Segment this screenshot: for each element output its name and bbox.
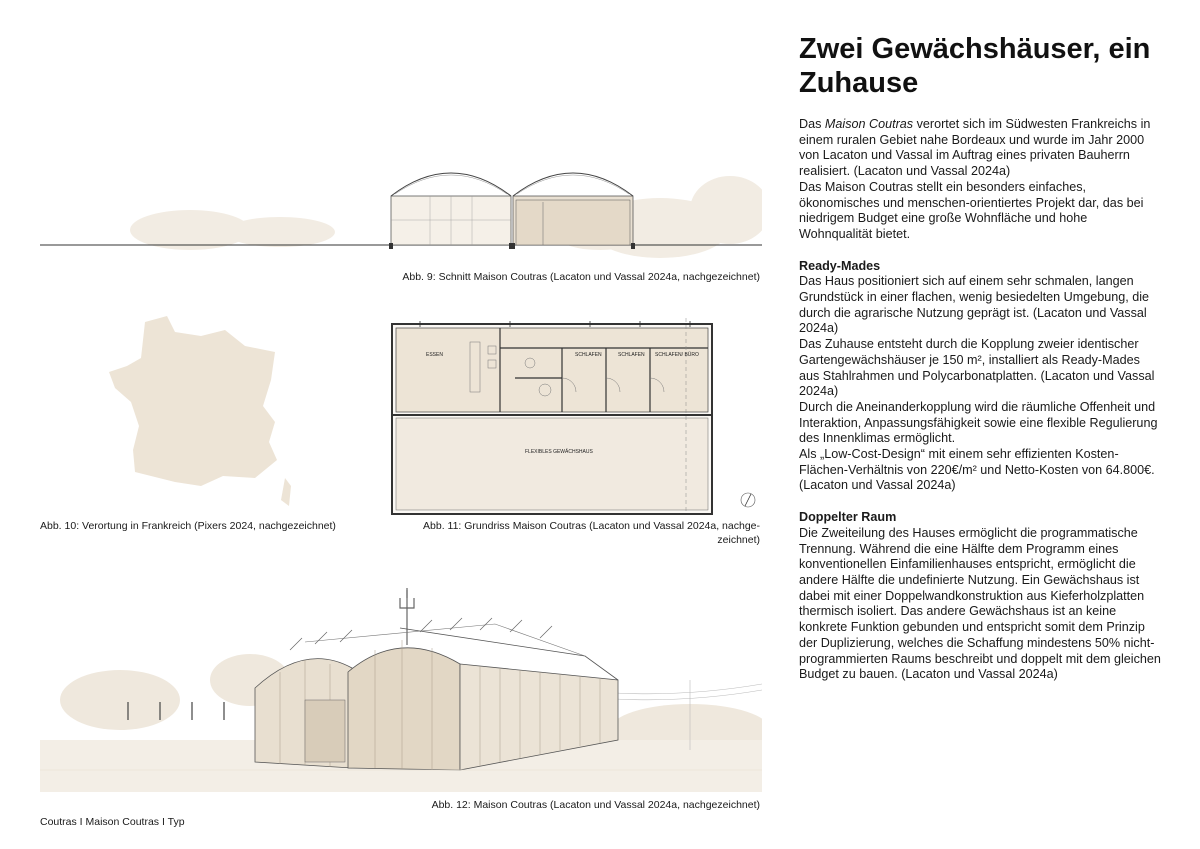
plan-label-schlafen-1: SCHLAFEN (575, 352, 602, 358)
plan-label-schlafen-2: SCHLAFEN (618, 352, 645, 358)
figure-12-caption: Abb. 12: Maison Coutras (Lacaton und Vassal 2024a, nachgezeichnet) (431, 799, 760, 811)
intro-paragraph: Das Maison Coutras verortet sich im Südwesten Frankreichs in einem ruralen Gebiet nahe Bordeaux und wurde im Jahr 2000 von Lacaton und Vassal im Auftrag eines privaten Bauherrn realisiert. (Lacaton und Vassal 2024a) (799, 117, 1151, 179)
floor-plan (390, 318, 762, 518)
figure-10-caption: Abb. 10: Verortung in Frankreich (Pixers 2024, nachgezeichnet) (40, 520, 336, 532)
page-title: Zwei Gewächshäuser, ein Zuhause (799, 33, 1151, 99)
figure-9-caption: Abb. 9: Schnitt Maison Coutras (Lacaton und Vassal 2024a, nachgezeichnet) (402, 271, 760, 283)
section-drawing (40, 150, 762, 260)
france-map (105, 310, 305, 510)
plan-label-schlafen-buero: SCHLAFEN/ BÜRO (655, 352, 699, 358)
north-arrow-icon (741, 493, 755, 507)
figure-11-caption: Abb. 11: Grundriss Maison Coutras (Lacaton und Vassal 2024a, nachge- zeichnet) (423, 520, 760, 546)
page-footer: Coutras I Maison Coutras I Typ (40, 816, 185, 828)
ready-mades-paragraph-1: Das Haus positioniert sich auf einem sehr schmalen, langen Grundstück in einer flachen, wenig besiedelten Umgebung, die durch die agrarische Nutzung geprägt ist. (Lacaton und Vassal 2024a) (799, 274, 1150, 336)
ready-mades-paragraph-4: Als „Low-Cost-Design“ mit einem sehr effizienten Kosten-Flächen-Verhältnis von 220€/m² und Netto-Kosten von 64.800€. (Lacaton und Vassal 2024a) (799, 447, 1155, 493)
plan-label-essen: ESSEN (426, 352, 443, 358)
ready-mades-paragraph-2: Das Zuhause entsteht durch die Kopplung zweier identischer Gartengewächshäuser je 150 m², installiert als Ready-Mades aus Stahlrahmen und Polycarbonatplatten. (Lacaton und Vassal 2024a) (799, 337, 1155, 399)
section-heading-doppelter-raum: Doppelter Raum (799, 510, 897, 525)
article-body (799, 117, 1161, 683)
plan-label-flexibles: FLEXIBLES GEWÄCHSHAUS (525, 449, 593, 455)
ready-mades-paragraph-3: Durch die Aneinanderkopplung wird die räumliche Offenheit und Interaktion, Anpassungsfähigkeit sowie eine flexible Regulierung des Innenklimas ermöglicht. (799, 399, 1158, 446)
perspective-drawing (40, 580, 762, 792)
intro-paragraph-2: Das Maison Coutras stellt ein besonders einfaches, ökonomisches und menschen-orientiertes Projekt dar, das bei niedrigem Budget eine große Wohnfläche und hohe Wohnqualität bietet. (799, 179, 1144, 241)
section-heading-ready-mades: Ready-Mades (799, 258, 881, 273)
doppelter-raum-paragraph: Die Zweiteilung des Hauses ermöglicht die programmatische Trennung. Während die eine Hälfte dem Programm eines konventionellen Einfamilienhauses entspricht, ermöglicht die andere Hälfte die undefinierte Nutzung. Ein Gewächshaus ist dabei mit einer Doppelwandkonstruktion aus Kieferholzplatten thermisch isoliert. Das andere Gewächshaus ist an keine konkrete Funktion gebunden und entspricht somit dem Prinzip der Duplizierung, welches die Schaffung mindestens 50% nicht-programmierten Raums beschreibt und doppelt mit dem gleichen Budget zu bauen. (Lacaton und Vassal 2024a) (799, 525, 1161, 682)
